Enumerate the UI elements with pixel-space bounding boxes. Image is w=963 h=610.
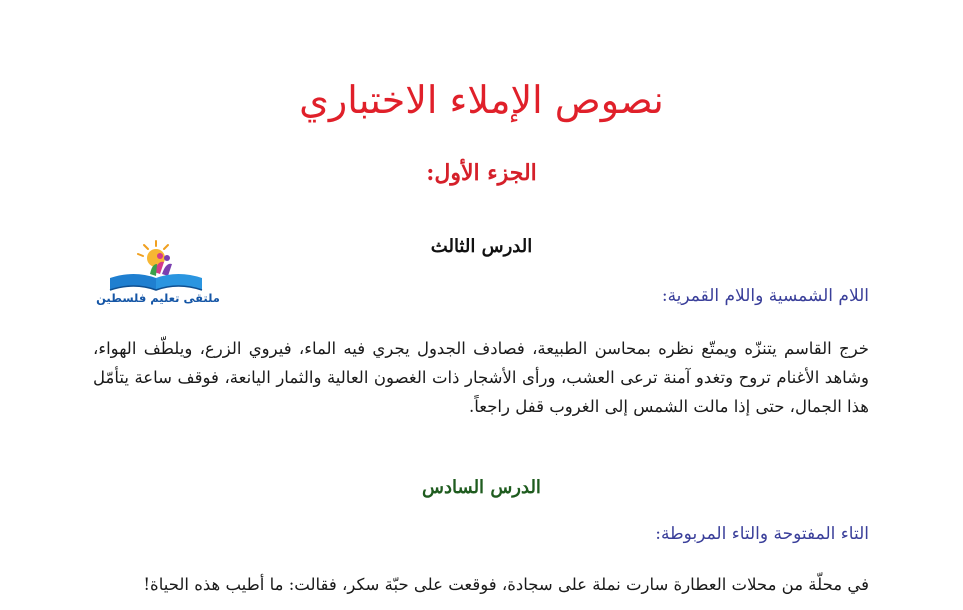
site-logo	[94, 240, 222, 312]
lesson-paragraph-6: في محلّة من محلات العطارة سارت نملة على سجادة، فوقعت على حبّة سكر، فقالت: ما أطيب هذه الحياة!	[143, 575, 869, 594]
lesson-topic-6: التاء المفتوحة والتاء المربوطة:	[655, 524, 869, 544]
lesson-paragraph-3: خرج القاسم يتنزّه ويمتّع نظره بمحاسن الطبيعة، فصادف الجدول يجري فيه الماء، فيروي الزرع، ويلطّف الهواء، وشاهد الأغنام تروح وتغدو آمنة ترعى العشب، ورأى الأشجار ذات الغصون العالية والثمار اليانعة، فوقف ساعة يتأمّل هذا الجمال، حتى إذا مالت الشمس إلى الغروب قفل راجعاً.	[93, 339, 869, 416]
part-title: الجزء الأول:	[426, 160, 537, 186]
logo-text: ملتقى تعليم فلسطين	[96, 291, 220, 305]
lesson-title-6: الدرس السادس	[422, 477, 541, 498]
lesson-topic-3: اللام الشمسية واللام القمرية:	[661, 286, 869, 306]
document-title: نصوص الإملاء الاختباري	[299, 78, 664, 122]
book-sun-logo-icon	[94, 240, 222, 296]
lesson-title-3: الدرس الثالث	[430, 236, 533, 257]
